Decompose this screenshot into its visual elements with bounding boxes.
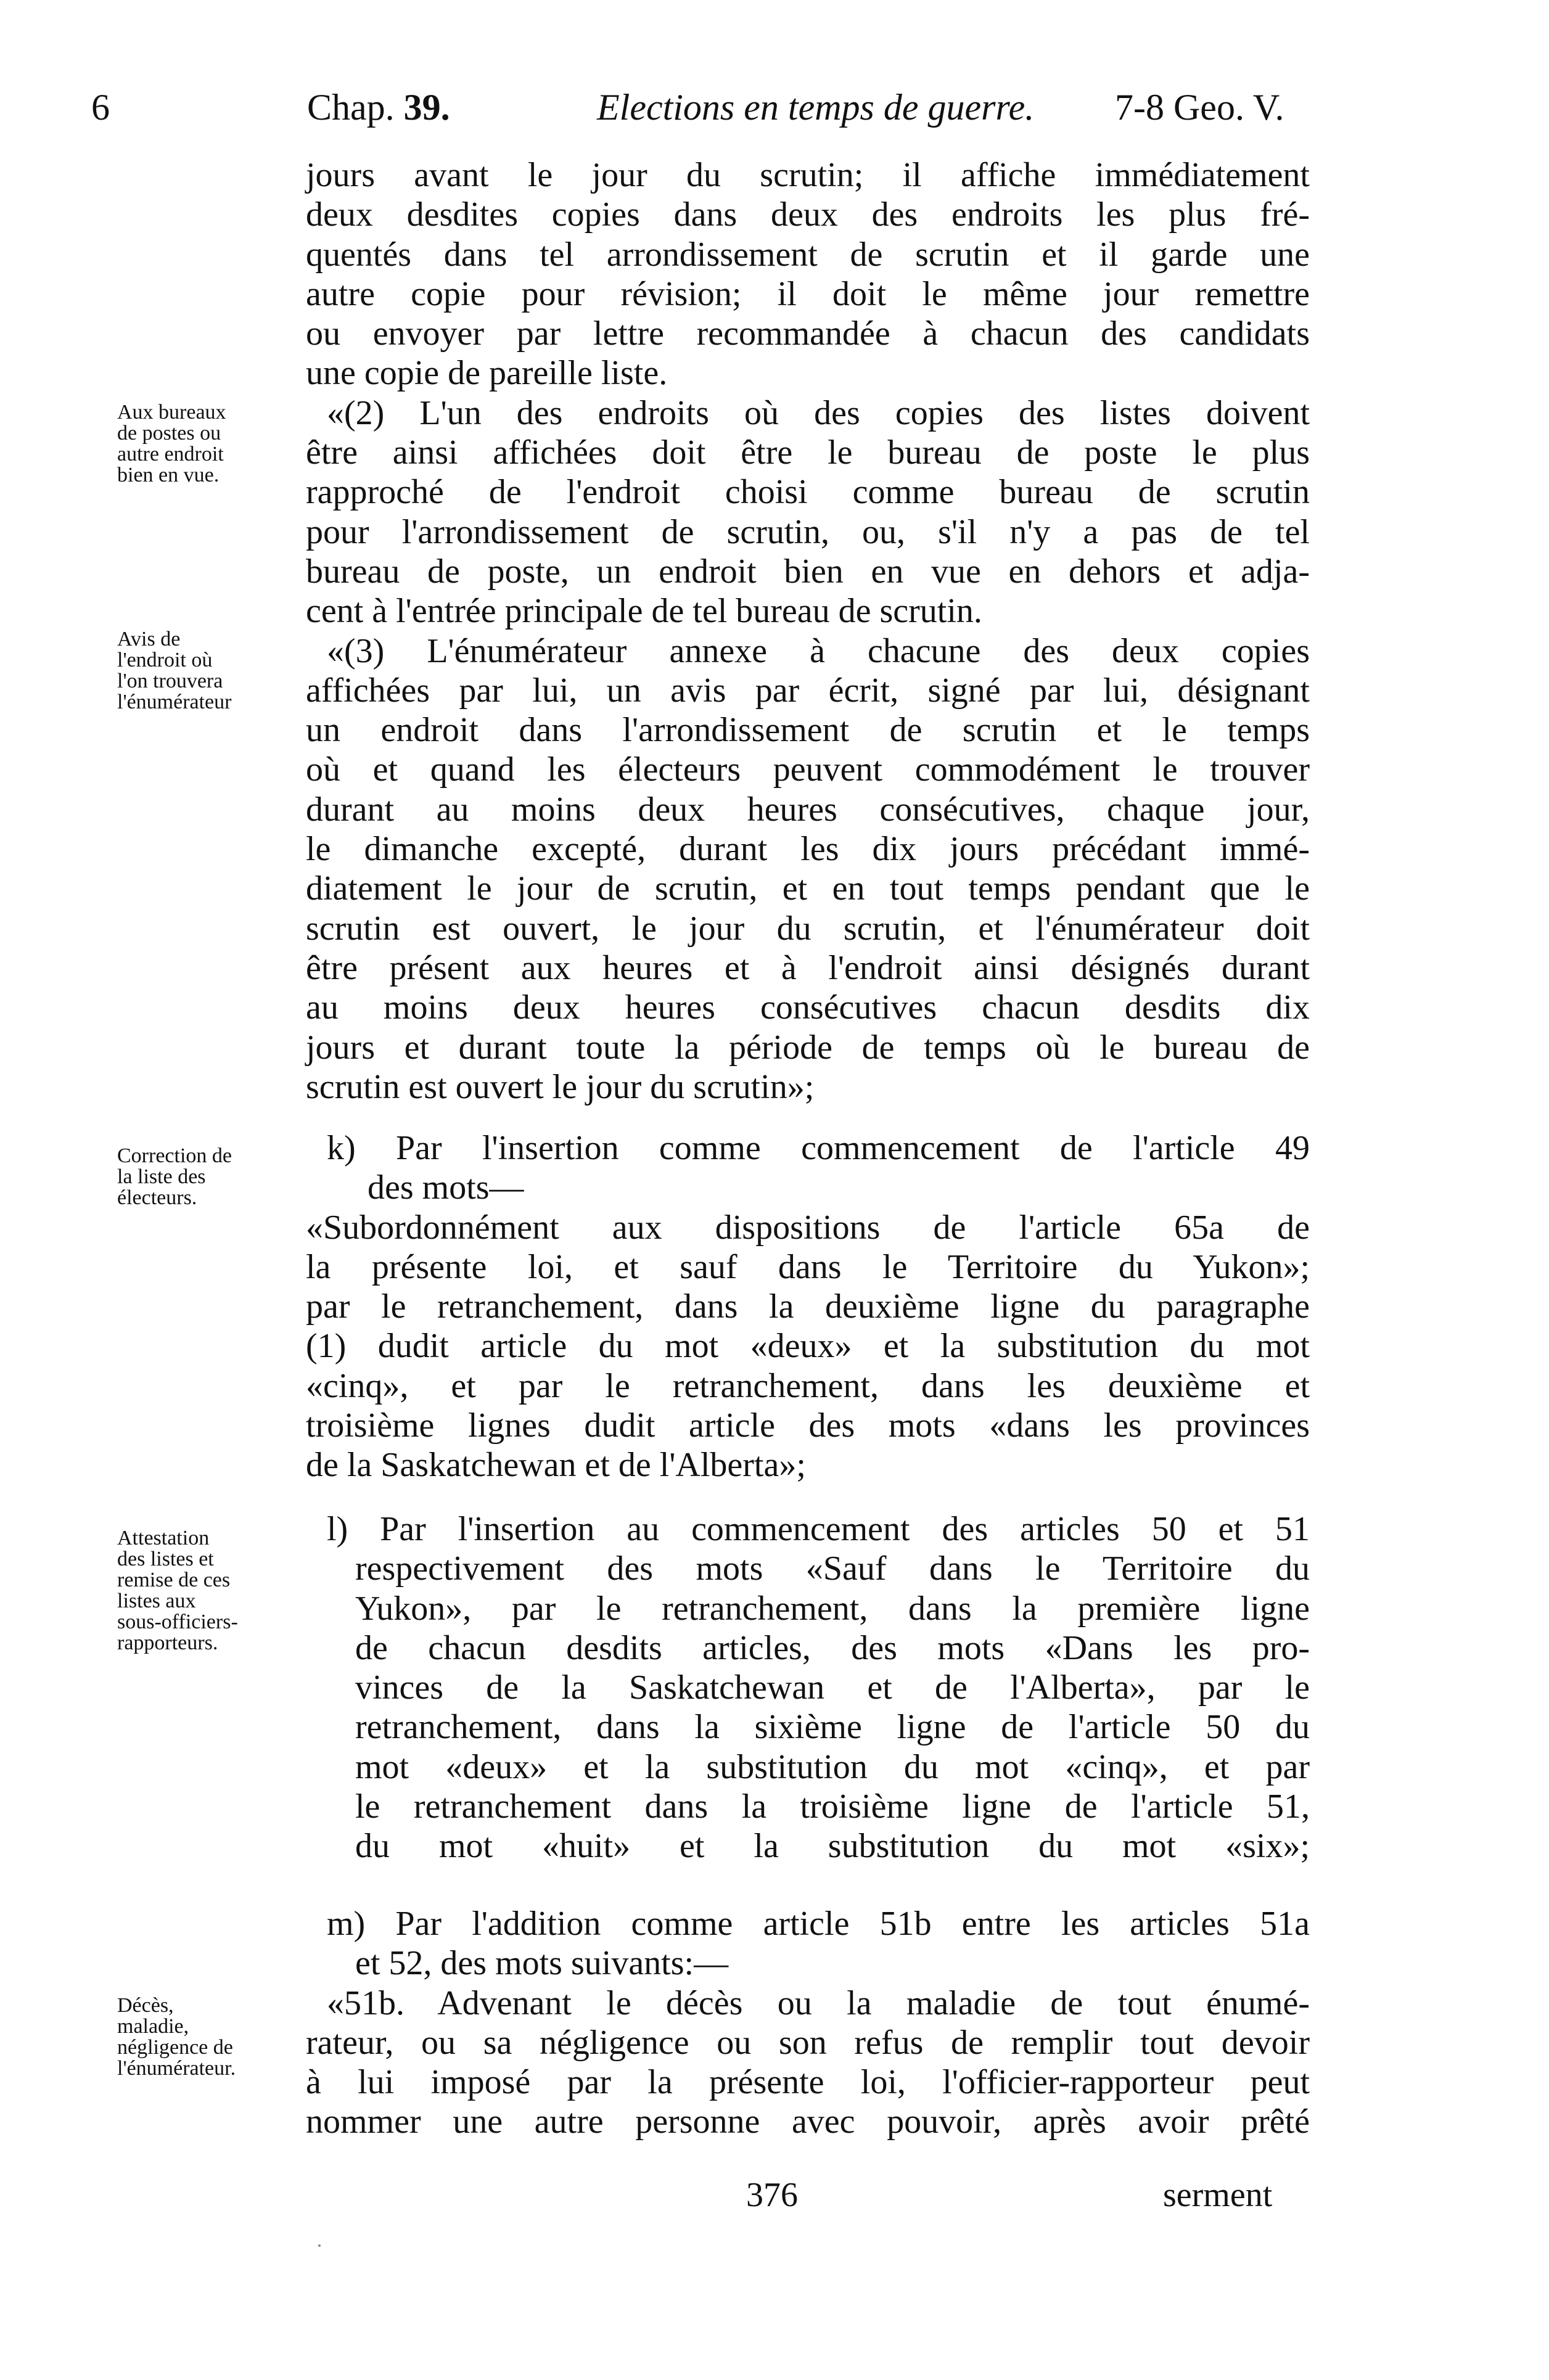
text-line: k) Par l'insertion comme commencement de l'article 49 [327, 1129, 1310, 1167]
margin-note-correction [117, 1146, 302, 1208]
header-title: Elections en temps de guerre. [597, 87, 1035, 128]
text-line: «(2) L'un des endroits où des copies des listes doivent [327, 393, 1310, 432]
text-line: être présent aux heures et à l'endroit ainsi désignés durant [306, 948, 1310, 987]
text-line: quentés dans tel arrondissement de scrutin et il garde une [306, 235, 1310, 274]
text-line: «Subordonnément aux dispositions de l'article 65a de [306, 1208, 1310, 1247]
margin-note-line: Attestation [117, 1527, 210, 1549]
text-line: une copie de pareille liste. [306, 354, 668, 393]
margin-note-line: maladie, [117, 2015, 189, 2038]
text-line: scrutin est ouvert le jour du scrutin»; [306, 1067, 815, 1106]
text-line: pour l'arrondissement de scrutin, ou, s'il n'y a pas de tel [306, 512, 1310, 551]
text-line: jours avant le jour du scrutin; il affiche immédiatement [306, 156, 1310, 194]
footer-page-number: 376 [746, 2176, 798, 2214]
text-line: deux desdites copies dans deux des endroits les plus fré- [306, 195, 1310, 234]
text-line: (1) dudit article du mot «deux» et la substitution du mot [306, 1327, 1310, 1366]
text-line: le retranchement dans la troisième ligne de l'article 51, [355, 1787, 1310, 1826]
margin-note-line: électeurs. [117, 1186, 197, 1209]
text-line: un endroit dans l'arrondissement de scrutin et le temps [306, 711, 1310, 750]
text-line: l) Par l'insertion au commencement des articles 50 et 51 [327, 1510, 1310, 1548]
scan-speck [318, 2244, 321, 2247]
margin-note-line: Aux bureaux [117, 401, 226, 424]
text-line: diatement le jour de scrutin, et en tout temps pendant que le [306, 869, 1310, 908]
text-line: retranchement, dans la sixième ligne de l'article 50 du [355, 1708, 1310, 1747]
text-line: de chacun desdits articles, des mots «Dans les pro- [355, 1628, 1310, 1667]
text-line: ou envoyer par lettre recommandée à chacun des candidats [306, 314, 1310, 353]
margin-note-attestation [117, 1528, 302, 1654]
header-regnal-year: 7-8 Geo. V. [1115, 87, 1284, 128]
margin-note-line: remise de ces [117, 1569, 231, 1591]
text-line: du mot «huit» et la substitution du mot «six»; [355, 1827, 1310, 1866]
text-line: m) Par l'addition comme article 51b entre les articles 51a [327, 1905, 1310, 1943]
paragraph-block-l [306, 1509, 1310, 1866]
text-line: autre copie pour révision; il doit le même jour remettre [306, 274, 1310, 313]
margin-note-line: Décès, [117, 1994, 174, 2017]
header-chapter [307, 85, 450, 129]
margin-note-line: Avis de [117, 628, 181, 650]
text-line: le dimanche excepté, durant les dix jours précédant immé- [306, 830, 1310, 869]
margin-note-aux-bureaux [117, 402, 302, 486]
margin-note-line: l'on trouvera [117, 670, 223, 692]
text-line: et 52, des mots suivants:— [355, 1944, 729, 1983]
text-line: respectivement des mots «Sauf dans le Territoire du [355, 1549, 1310, 1588]
text-line: durant au moins deux heures consécutives, chaque jour, [306, 790, 1310, 829]
text-line: «51b. Advenant le décès ou la maladie de tout énumé- [327, 1984, 1310, 2022]
margin-note-line: sous-officiers- [117, 1611, 238, 1633]
paragraph-block-1 [306, 155, 1310, 1107]
paragraph-block-m [306, 1904, 1310, 2142]
text-line: jours et durant toute la période de temps où le bureau de [306, 1028, 1310, 1067]
margin-note-line: l'endroit où [117, 649, 213, 671]
margin-note-line: l'énumérateur [117, 691, 232, 713]
margin-note-line: autre endroit [117, 443, 224, 466]
header-chapter-prefix: Chap. [307, 87, 395, 128]
text-line: «cinq», et par le retranchement, dans les deuxième et [306, 1366, 1310, 1405]
header-chapter-number: 39. [403, 87, 450, 128]
margin-note-line: négligence de [117, 2036, 233, 2059]
margin-note-line: l'énumérateur. [117, 2057, 236, 2080]
text-line: cent à l'entrée principale de tel bureau de scrutin. [306, 592, 982, 631]
text-line: mot «deux» et la substitution du mot «cinq», et par [355, 1747, 1310, 1786]
text-line: Yukon», par le retranchement, dans la première ligne [355, 1589, 1310, 1628]
margin-note-line: rapporteurs. [117, 1631, 218, 1654]
margin-note-line: de postes ou [117, 422, 221, 445]
text-line: nommer une autre personne avec pouvoir, après avoir prêté [306, 2103, 1310, 2141]
text-line: où et quand les électeurs peuvent commodément le trouver [306, 750, 1310, 789]
margin-note-line: bien en vue. [117, 464, 220, 486]
text-line: «(3) L'énumérateur annexe à chacune des deux copies [327, 631, 1310, 670]
text-line: affichées par lui, un avis par écrit, signé par lui, désignant [306, 671, 1310, 710]
text-line: troisième lignes dudit article des mots «dans les provinces [306, 1406, 1310, 1445]
margin-note-avis [117, 629, 302, 713]
text-line: des mots— [368, 1168, 524, 1207]
text-line: à lui imposé par la présente loi, l'officier-rapporteur peut [306, 2063, 1310, 2102]
text-line: rapproché de l'endroit choisi comme bureau de scrutin [306, 473, 1310, 512]
margin-note-line: la liste des [117, 1165, 206, 1188]
text-line: scrutin est ouvert, le jour du scrutin, et l'énumérateur doit [306, 909, 1310, 948]
text-line: par le retranchement, dans la deuxième ligne du paragraphe [306, 1287, 1310, 1326]
margin-note-line: Correction de [117, 1144, 232, 1167]
text-line: être ainsi affichées doit être le bureau de poste le plus [306, 433, 1310, 472]
text-line: au moins deux heures consécutives chacun desdits dix [306, 988, 1310, 1027]
margin-note-deces [117, 1995, 302, 2079]
text-line: bureau de poste, un endroit bien en vue en dehors et adja- [306, 552, 1310, 591]
margin-note-line: listes aux [117, 1590, 196, 1612]
text-line: la présente loi, et sauf dans le Territoire du Yukon»; [306, 1247, 1310, 1286]
margin-note-line: des listes et [117, 1548, 214, 1570]
footer-catchword: serment [1163, 2176, 1273, 2214]
text-line: rateur, ou sa négligence ou son refus de remplir tout devoir [306, 2023, 1310, 2062]
paragraph-block-k [306, 1128, 1310, 1485]
header-page-number: 6 [91, 87, 110, 128]
text-line: de la Saskatchewan et de l'Alberta»; [306, 1446, 806, 1485]
text-line: vinces de la Saskatchewan et de l'Alberta», par le [355, 1668, 1310, 1707]
